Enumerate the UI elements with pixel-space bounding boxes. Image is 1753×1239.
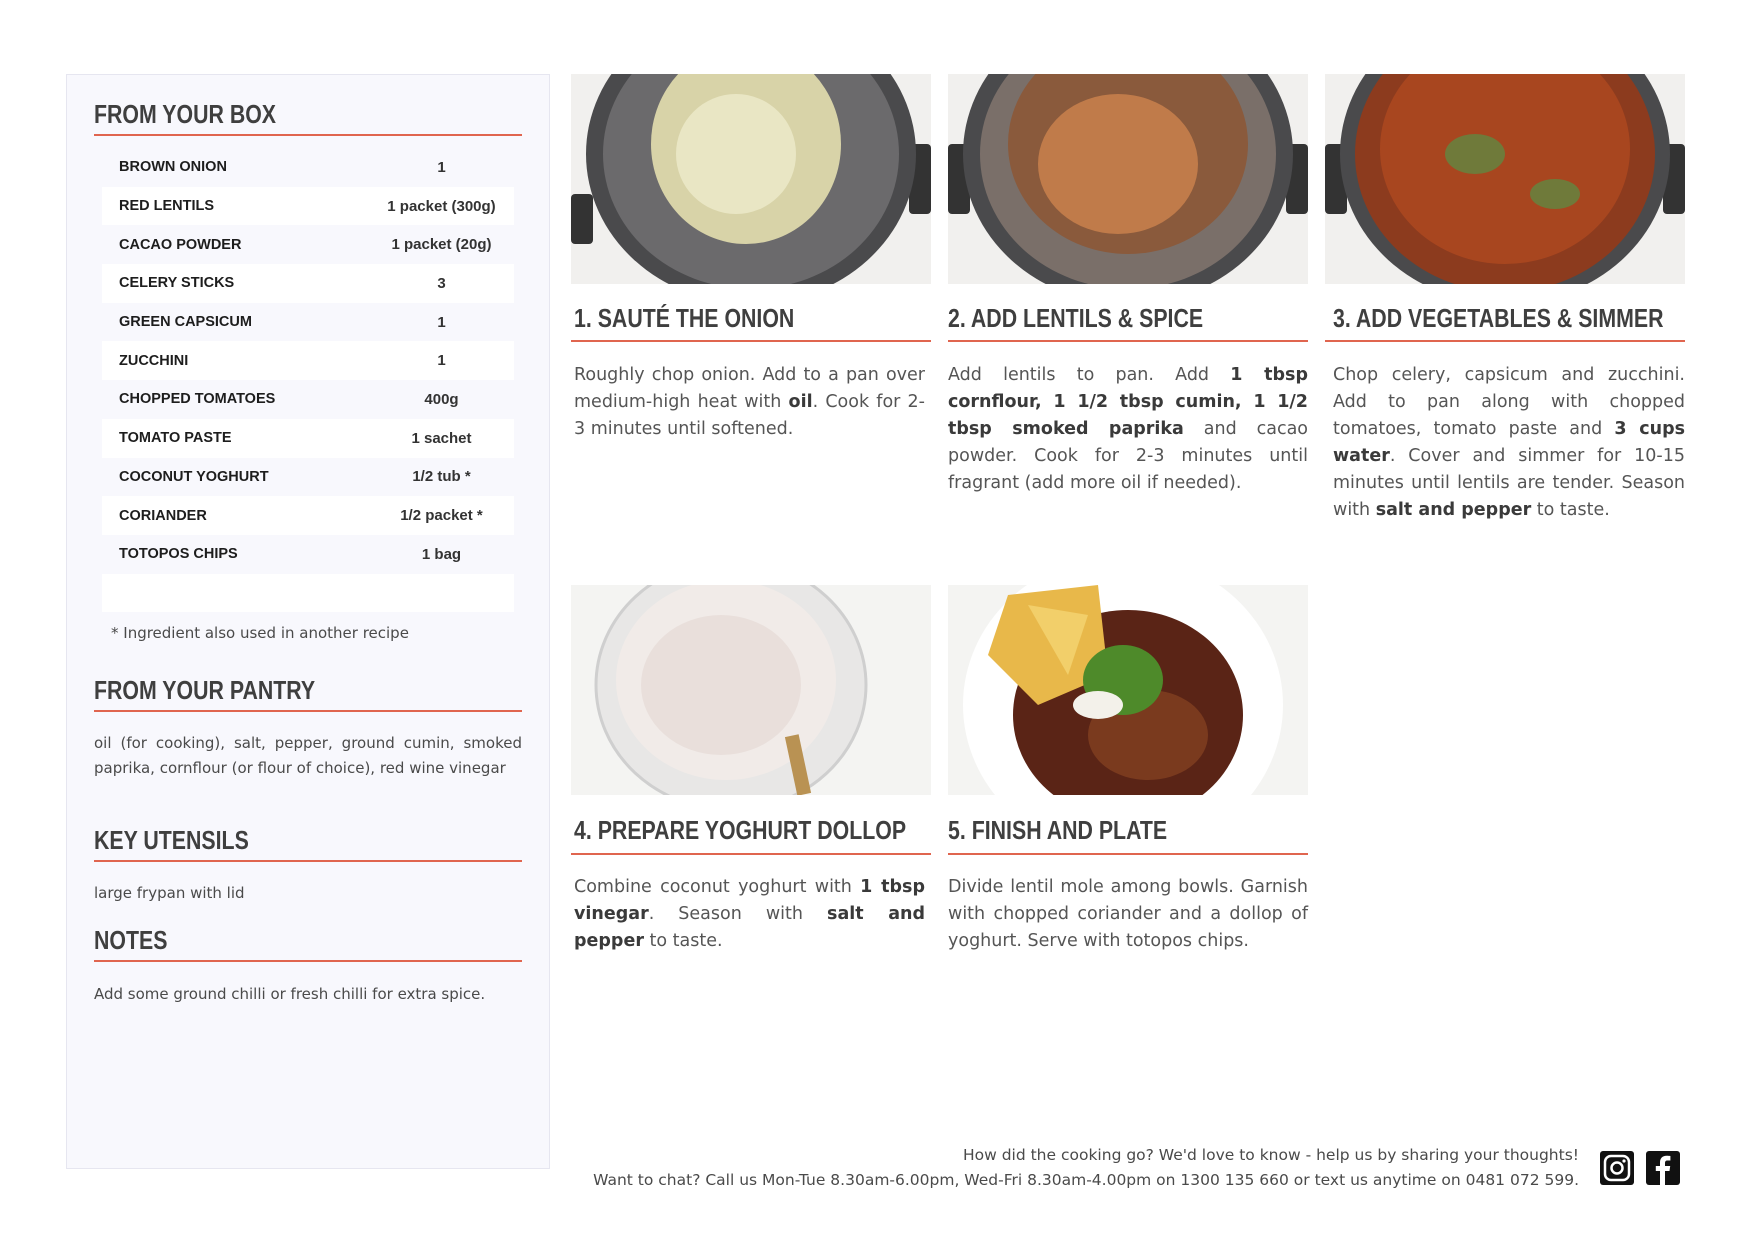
ingredient-row <box>102 264 514 303</box>
ingredient-quantity: 1/2 tub * <box>412 468 471 486</box>
step-5-photo <box>948 585 1308 795</box>
ingredient-name: ZUCCHINI <box>119 352 189 369</box>
section-divider <box>94 860 522 862</box>
ingredient-name: CORIANDER <box>119 507 207 524</box>
step-emphasis: oil <box>788 392 813 412</box>
step-text: Roughly chop onion. Add to a pan over medium-high heat with <box>574 365 925 412</box>
section-divider <box>94 710 522 712</box>
ingredient-name: RED LENTILS <box>119 198 215 215</box>
ingredient-row <box>102 535 514 574</box>
section-divider <box>94 134 522 136</box>
step-divider <box>571 340 931 342</box>
ingredient-quantity: 1 <box>437 313 446 331</box>
step-emphasis: salt and pepper <box>574 904 925 951</box>
ingredient-quantity: 1 bag <box>421 545 462 563</box>
ingredient-quantity: 3 <box>437 274 446 292</box>
step-divider <box>1325 340 1685 342</box>
step-text: Combine coconut yoghurt with <box>574 877 861 897</box>
ingredient-name: CACAO POWDER <box>119 236 242 253</box>
step-text: . Season with <box>648 904 828 924</box>
step-1-title: 1. SAUTÉ THE ONION <box>574 303 795 333</box>
step-text: . Cover and simmer for 10-15 minutes until lentils are tender. Season with <box>1333 446 1685 520</box>
ingredient-row <box>102 303 514 342</box>
step-divider <box>948 340 1308 342</box>
ingredient-row <box>102 225 514 264</box>
ingredient-name: TOMATO PASTE <box>119 430 232 447</box>
ingredient-name: CELERY STICKS <box>119 275 235 292</box>
ingredient-name: COCONUT YOGHURT <box>119 468 269 485</box>
step-text: Add lentils to pan. Add <box>948 365 1231 385</box>
ingredient-quantity: 1 packet (300g) <box>387 197 496 215</box>
step-1-photo <box>571 74 931 284</box>
step-emphasis: salt and pepper <box>1375 500 1532 520</box>
feedback-prompt: How did the cooking go? We'd love to know - help us by sharing your thoughts! <box>962 1146 1579 1164</box>
step-divider <box>571 853 931 855</box>
from-your-box-title: FROM YOUR BOX <box>94 99 277 129</box>
step-text: Divide lentil mole among bowls. Garnish with chopped coriander and a dollop of yoghurt. Serve with totopos chips. <box>948 877 1308 951</box>
from-your-pantry-title: FROM YOUR PANTRY <box>94 675 316 705</box>
step-5-title: 5. FINISH AND PLATE <box>948 815 1168 845</box>
step-emphasis: 1 tbsp cornflour, 1 1/2 tbsp cumin, 1 1/2 tbsp smoked paprika <box>948 365 1308 439</box>
step-text: to taste. <box>643 931 723 951</box>
ingredient-footnote: * Ingredient also used in another recipe <box>111 624 409 642</box>
ingredient-quantity: 1 packet (20g) <box>391 236 492 254</box>
ingredient-row-empty <box>102 574 514 613</box>
ingredient-quantity: 1 <box>437 158 446 176</box>
notes-title: NOTES <box>94 925 168 955</box>
pantry-list: oil (for cooking), salt, pepper, ground cumin, smoked paprika, cornflour (or flour of choice), red wine vinegar <box>94 734 522 777</box>
ingredient-row <box>102 380 514 419</box>
ingredient-row <box>102 458 514 497</box>
key-utensils-title: KEY UTENSILS <box>94 825 249 855</box>
step-3-instructions <box>1333 362 1685 524</box>
step-text: . Cook for 2-3 minutes until softened. <box>574 392 925 439</box>
ingredients-panel <box>66 74 550 1169</box>
step-4-photo <box>571 585 931 795</box>
step-divider <box>948 853 1308 855</box>
step-4-instructions <box>574 874 925 955</box>
ingredient-row <box>102 496 514 535</box>
ingredient-name: TOTOPOS CHIPS <box>119 546 238 563</box>
ingredient-quantity: 1 <box>437 352 446 370</box>
ingredient-name: BROWN ONION <box>119 159 227 176</box>
step-1-instructions <box>574 362 925 443</box>
notes-text: Add some ground chilli or fresh chilli for extra spice. <box>94 985 486 1003</box>
ingredient-row <box>102 341 514 380</box>
step-3-photo <box>1325 74 1685 284</box>
step-emphasis: 3 cups water <box>1333 419 1686 466</box>
ingredient-row <box>102 187 514 226</box>
ingredient-row <box>102 419 514 458</box>
utensils-text: large frypan with lid <box>94 884 245 902</box>
step-4-title: 4. PREPARE YOGHURT DOLLOP <box>574 815 907 845</box>
ingredient-quantity: 1 sachet <box>411 429 472 447</box>
section-divider <box>94 960 522 962</box>
ingredient-name: GREEN CAPSICUM <box>119 314 252 331</box>
step-text: to taste. <box>1531 500 1610 520</box>
step-5-instructions <box>948 874 1308 955</box>
step-2-photo <box>948 74 1308 284</box>
step-emphasis: 1 tbsp vinegar <box>574 877 925 924</box>
contact-info: Want to chat? Call us Mon-Tue 8.30am-6.00pm, Wed-Fri 8.30am-4.00pm on 1300 135 660 or text us anytime on 0481 072 599. <box>593 1171 1579 1189</box>
ingredient-row <box>102 148 514 187</box>
ingredients-table <box>102 148 514 612</box>
facebook-icon[interactable] <box>1645 1150 1681 1186</box>
step-text: Chop celery, capsicum and zucchini. Add to pan along with chopped tomatoes, tomato paste and <box>1333 365 1685 439</box>
step-2-instructions <box>948 362 1308 497</box>
ingredient-quantity: 1/2 packet * <box>400 507 483 525</box>
instagram-icon[interactable] <box>1599 1150 1635 1186</box>
step-2-title: 2. ADD LENTILS & SPICE <box>948 303 1204 333</box>
ingredient-name: CHOPPED TOMATOES <box>119 391 276 408</box>
ingredient-quantity: 400g <box>424 390 459 408</box>
step-3-title: 3. ADD VEGETABLES & SIMMER <box>1333 303 1664 333</box>
step-text: and cacao powder. Cook for 2-3 minutes until fragrant (add more oil if needed). <box>948 419 1308 493</box>
